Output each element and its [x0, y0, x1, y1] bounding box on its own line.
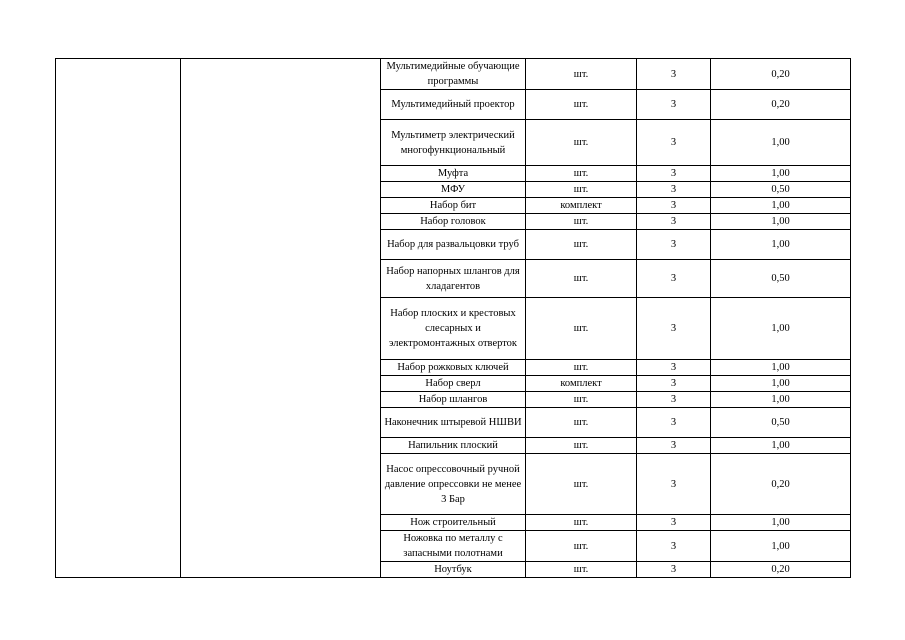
equipment-name-cell: Наконечник штыревой НШВИ [381, 408, 526, 438]
quantity-cell: 3 [637, 408, 711, 438]
value-cell: 1,00 [711, 438, 851, 454]
quantity-cell: 3 [637, 214, 711, 230]
unit-cell: шт. [526, 166, 637, 182]
value-cell: 1,00 [711, 376, 851, 392]
equipment-name-cell: Набор напорных шлангов для хладагентов [381, 260, 526, 298]
quantity-cell: 3 [637, 376, 711, 392]
equipment-name-cell: Нож строительный [381, 515, 526, 531]
unit-cell: шт. [526, 214, 637, 230]
unit-cell: шт. [526, 59, 637, 90]
unit-cell: комплект [526, 198, 637, 214]
value-cell: 0,20 [711, 59, 851, 90]
equipment-name-cell: МФУ [381, 182, 526, 198]
value-cell: 1,00 [711, 166, 851, 182]
value-cell: 1,00 [711, 298, 851, 360]
quantity-cell: 3 [637, 182, 711, 198]
value-cell: 0,20 [711, 90, 851, 120]
unit-cell: шт. [526, 90, 637, 120]
quantity-cell: 3 [637, 531, 711, 562]
equipment-name-cell: Набор плоских и крестовых слесарных и электромонтажных отверток [381, 298, 526, 360]
quantity-cell: 3 [637, 260, 711, 298]
quantity-cell: 3 [637, 59, 711, 90]
unit-cell: шт. [526, 298, 637, 360]
equipment-name-cell: Набор для развальцовки труб [381, 230, 526, 260]
unit-cell: шт. [526, 360, 637, 376]
value-cell: 1,00 [711, 531, 851, 562]
equipment-name-cell: Мультимедийные обучающие программы [381, 59, 526, 90]
quantity-cell: 3 [637, 360, 711, 376]
unit-cell: шт. [526, 438, 637, 454]
quantity-cell: 3 [637, 392, 711, 408]
unit-cell: шт. [526, 454, 637, 515]
equipment-name-cell: Муфта [381, 166, 526, 182]
equipment-name-cell: Набор шлангов [381, 392, 526, 408]
unit-cell: шт. [526, 515, 637, 531]
value-cell: 1,00 [711, 230, 851, 260]
value-cell: 1,00 [711, 120, 851, 166]
unit-cell: шт. [526, 392, 637, 408]
value-cell: 0,50 [711, 182, 851, 198]
unit-cell: шт. [526, 562, 637, 578]
unit-cell: шт. [526, 408, 637, 438]
equipment-name-cell: Мультимедийный проектор [381, 90, 526, 120]
value-cell: 1,00 [711, 214, 851, 230]
equipment-name-cell: Набор бит [381, 198, 526, 214]
equipment-name-cell: Ноутбук [381, 562, 526, 578]
equipment-table [55, 58, 851, 578]
table-row [56, 59, 851, 90]
quantity-cell: 3 [637, 90, 711, 120]
equipment-name-cell: Насос опрессовочный ручной давление опрессовки не менее 3 Бар [381, 454, 526, 515]
unit-cell: шт. [526, 260, 637, 298]
value-cell: 1,00 [711, 515, 851, 531]
empty-column-1 [56, 59, 181, 578]
unit-cell: шт. [526, 182, 637, 198]
equipment-name-cell: Напильник плоский [381, 438, 526, 454]
quantity-cell: 3 [637, 298, 711, 360]
value-cell: 0,50 [711, 260, 851, 298]
value-cell: 0,20 [711, 454, 851, 515]
equipment-name-cell: Набор головок [381, 214, 526, 230]
equipment-table-body [56, 59, 851, 578]
quantity-cell: 3 [637, 166, 711, 182]
quantity-cell: 3 [637, 438, 711, 454]
quantity-cell: 3 [637, 120, 711, 166]
unit-cell: шт. [526, 531, 637, 562]
quantity-cell: 3 [637, 230, 711, 260]
equipment-name-cell: Мультиметр электрический многофункциональный [381, 120, 526, 166]
unit-cell: шт. [526, 230, 637, 260]
value-cell: 1,00 [711, 392, 851, 408]
unit-cell: шт. [526, 120, 637, 166]
empty-column-2 [181, 59, 381, 578]
value-cell: 0,20 [711, 562, 851, 578]
quantity-cell: 3 [637, 454, 711, 515]
equipment-name-cell: Набор сверл [381, 376, 526, 392]
quantity-cell: 3 [637, 198, 711, 214]
value-cell: 1,00 [711, 360, 851, 376]
equipment-name-cell: Набор рожковых ключей [381, 360, 526, 376]
equipment-name-cell: Ножовка по металлу с запасными полотнами [381, 531, 526, 562]
unit-cell: комплект [526, 376, 637, 392]
quantity-cell: 3 [637, 515, 711, 531]
quantity-cell: 3 [637, 562, 711, 578]
value-cell: 0,50 [711, 408, 851, 438]
value-cell: 1,00 [711, 198, 851, 214]
